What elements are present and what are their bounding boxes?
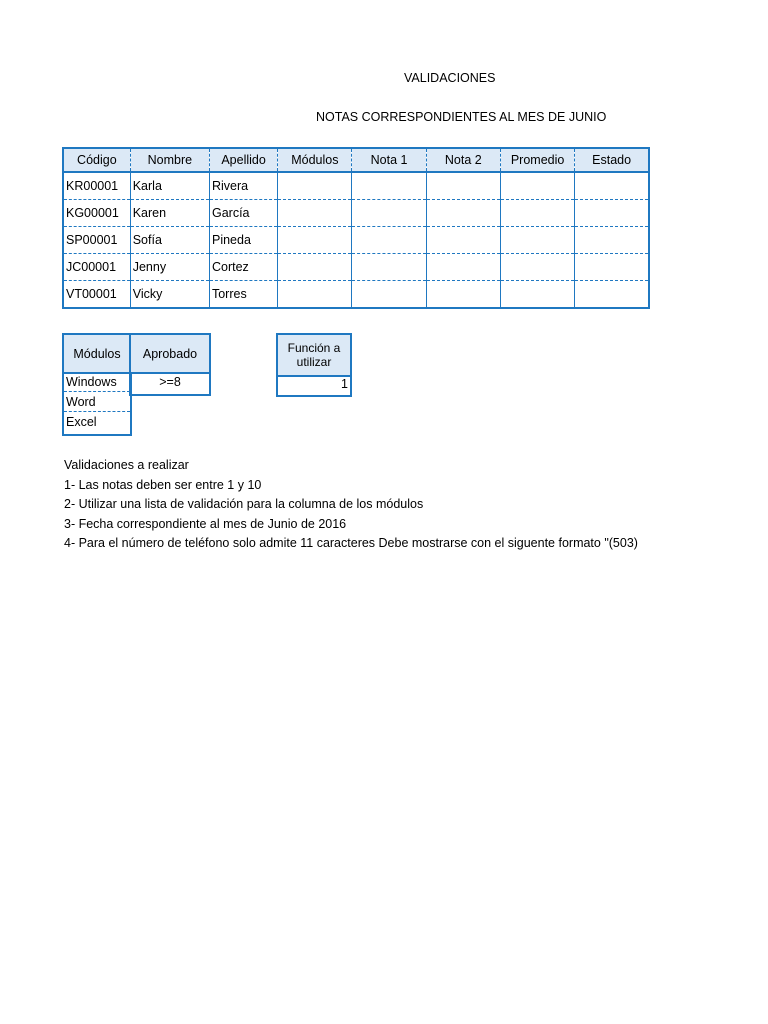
cell-apellido[interactable]: Cortez (209, 254, 277, 281)
cell-nombre[interactable]: Karla (130, 172, 209, 200)
cell-promedio[interactable] (500, 281, 574, 309)
cell-promedio[interactable] (500, 172, 574, 200)
approved-header: Aprobado (129, 333, 211, 374)
modules-list (62, 372, 132, 436)
header-codigo: Código (63, 148, 130, 172)
cell-apellido[interactable]: Rivera (209, 172, 277, 200)
list-item-excel[interactable]: Excel (66, 415, 97, 429)
header-nombre: Nombre (130, 148, 209, 172)
cell-modulos[interactable] (278, 281, 352, 309)
list-item-windows[interactable]: Windows (64, 372, 130, 392)
cell-estado[interactable] (575, 254, 649, 281)
cell-estado[interactable] (575, 227, 649, 254)
cell-codigo[interactable]: VT00001 (63, 281, 130, 309)
table-row (63, 254, 649, 281)
cell-modulos[interactable] (278, 254, 352, 281)
validation-item: 2- Utilizar una lista de validación para la columna de los módulos (64, 497, 424, 511)
cell-nota-2[interactable] (426, 172, 500, 200)
table-row (63, 172, 649, 200)
header-nota-1: Nota 1 (352, 148, 426, 172)
table-row (63, 281, 649, 309)
cell-nota-1[interactable] (352, 200, 426, 227)
cell-promedio[interactable] (500, 227, 574, 254)
cell-codigo[interactable]: KR00001 (66, 179, 119, 193)
cell-promedio[interactable] (500, 254, 574, 281)
cell-nota-2[interactable] (426, 227, 500, 254)
cell-codigo[interactable]: KG00001 (63, 200, 130, 227)
page-title: VALIDACIONES (404, 71, 496, 85)
header-nota-2: Nota 2 (426, 148, 500, 172)
header-estado: Estado (575, 148, 649, 172)
header-modulos: Módulos (278, 148, 352, 172)
table-header-row (63, 148, 649, 172)
validation-item: 3- Fecha correspondiente al mes de Junio de 2016 (64, 516, 347, 531)
cell-estado[interactable] (575, 200, 649, 227)
validations-heading: Validaciones a realizar (64, 458, 189, 472)
header-apellido: Apellido (209, 148, 277, 172)
function-header-line1: Función a (287, 341, 341, 355)
cell-codigo[interactable]: SP00001 (63, 227, 130, 254)
function-header (276, 333, 352, 377)
cell-apellido[interactable]: Torres (209, 281, 277, 309)
validation-item: 1- Las notas deben ser entre 1 y 10 (64, 477, 262, 492)
cell-apellido[interactable]: Pineda (209, 227, 277, 254)
header-promedio: Promedio (500, 148, 574, 172)
cell-promedio[interactable] (500, 200, 574, 227)
cell-nombre[interactable]: Sofía (130, 227, 209, 254)
cell-codigo[interactable]: JC00001 (63, 254, 130, 281)
page-subtitle: NOTAS CORRESPONDIENTES AL MES DE JUNIO (316, 110, 607, 124)
approved-value[interactable]: >=8 (129, 372, 211, 396)
cell-estado[interactable] (575, 172, 649, 200)
cell-nota-1[interactable] (352, 281, 426, 309)
cell-nota-2[interactable] (426, 281, 500, 309)
table-row (63, 200, 649, 227)
grades-table (62, 147, 650, 309)
list-item-word[interactable]: Word (64, 392, 130, 412)
cell-modulos[interactable] (278, 200, 352, 227)
cell-nota-2[interactable] (426, 254, 500, 281)
cell-nota-1[interactable] (352, 254, 426, 281)
cell-nombre[interactable]: Jenny (130, 254, 209, 281)
cell-modulos[interactable] (278, 227, 352, 254)
cell-apellido[interactable]: García (209, 200, 277, 227)
modules-header: Módulos (62, 333, 132, 374)
validations-section (64, 456, 638, 554)
cell-estado[interactable] (575, 281, 649, 309)
function-value[interactable]: 1 (276, 375, 352, 397)
cell-nombre[interactable]: Karen (130, 200, 209, 227)
cell-nota-1[interactable] (352, 172, 426, 200)
cell-nombre[interactable]: Vicky (130, 281, 209, 309)
cell-modulos[interactable] (278, 172, 352, 200)
cell-nota-1[interactable] (352, 227, 426, 254)
table-row (63, 227, 649, 254)
validation-item: 4- Para el número de teléfono solo admite 11 caracteres Debe mostrarse con el siguente formato "(503) (64, 536, 638, 550)
function-header-line2: utilizar (296, 355, 332, 369)
cell-nota-2[interactable] (426, 200, 500, 227)
